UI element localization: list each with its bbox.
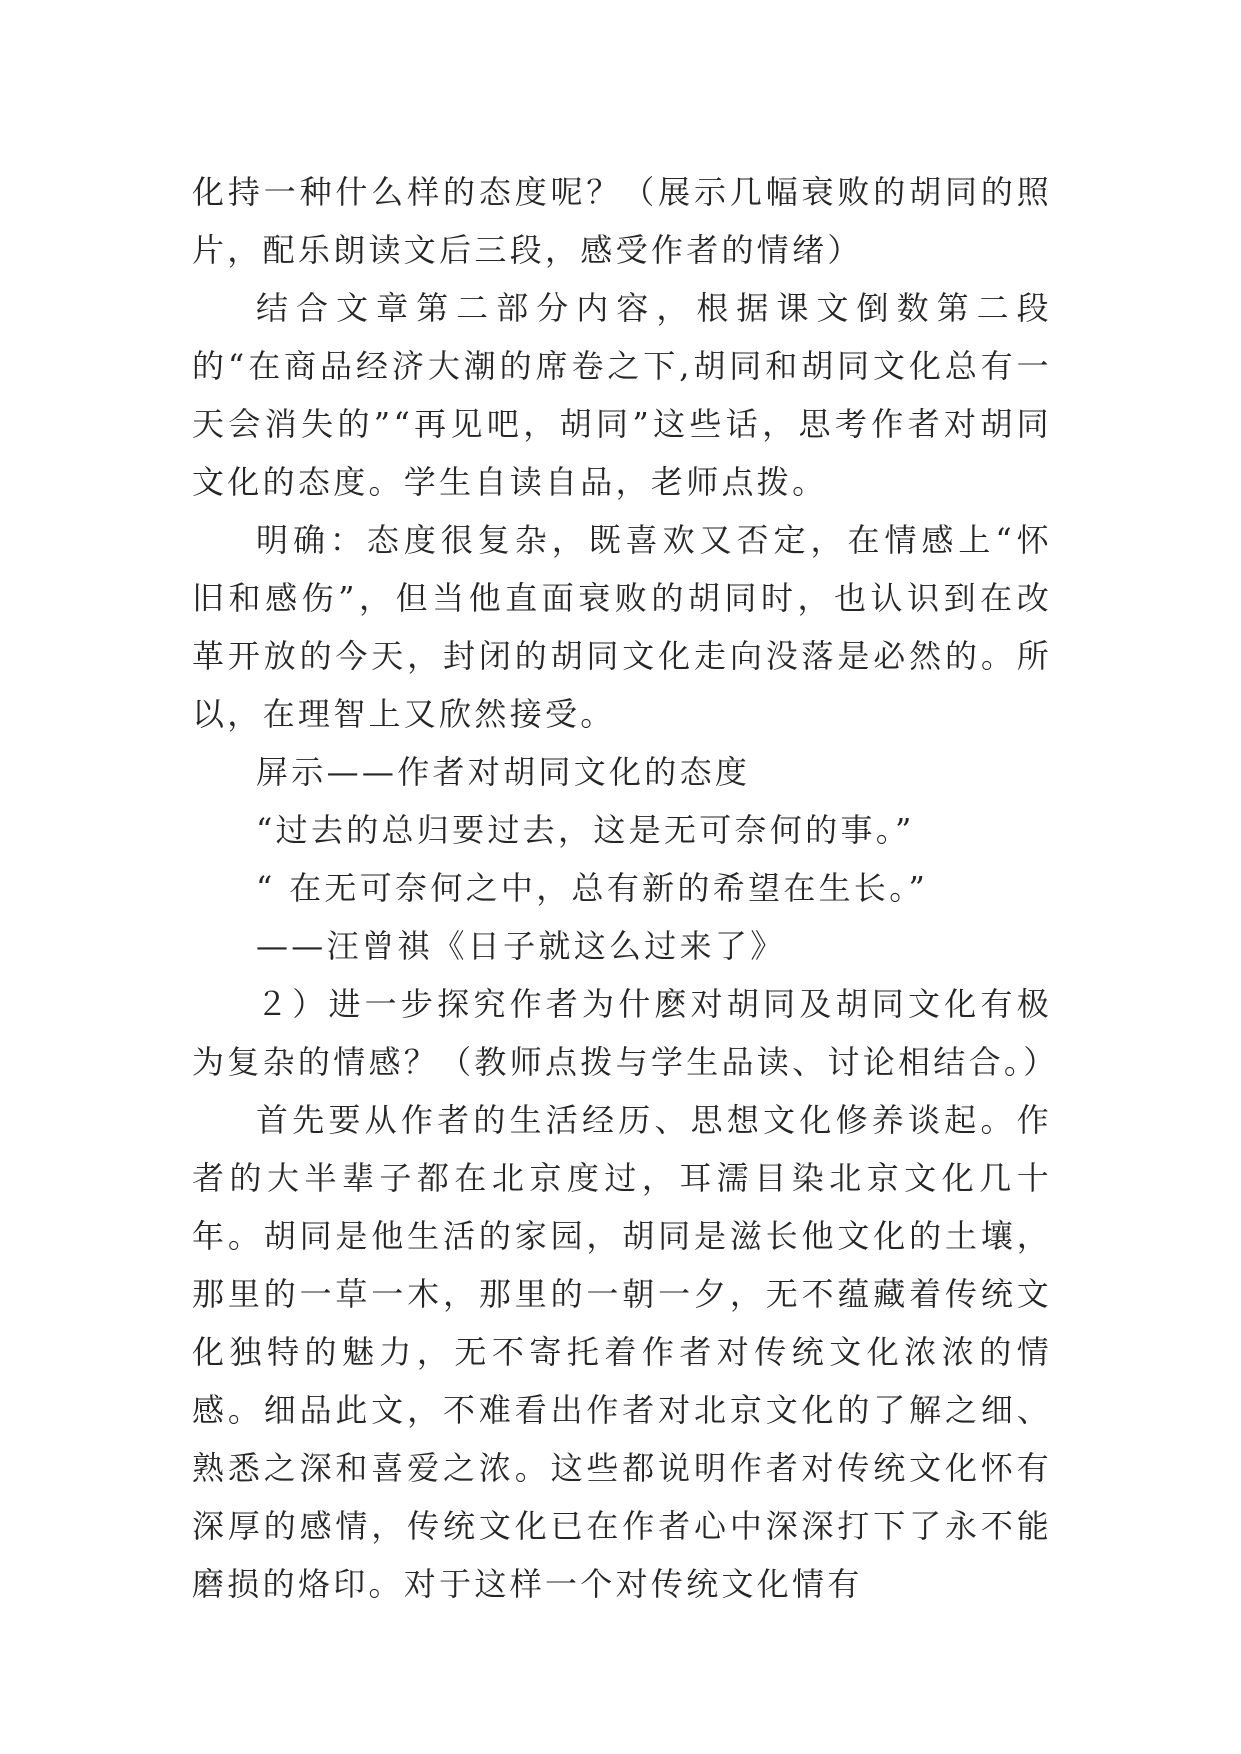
paragraph-clarification: 明确：态度很复杂，既喜欢又否定，在情感上“怀旧和感伤”，但当他直面衰败的胡同时，也认识到在改革开放的今天，封闭的胡同文化走向没落是必然的。所以，在理智上又欣然接受。 bbox=[192, 521, 1052, 733]
quote-attribution: ——汪曾祺《日子就这么过来了》 bbox=[256, 927, 786, 965]
paragraph-explanation: 首先要从作者的生活经历、思想文化修养谈起。作者的大半辈子都在北京度过，耳濡目染北京文化几十年。胡同是他生活的家园，胡同是滋长他文化的土壤，那里的一草一木，那里的一朝一夕，无不蕴藏着传统文化独特的魅力，无不寄托着作者对传统文化浓浓的情感。细品此文，不难看出作者对北京文化的了解之细、熟悉之深和喜爱之浓。这些都说明作者对传统文化怀有深厚的感情，传统文化已在作者心中深深打下了永不能磨损的烙印。对于这样一个对传统文化情有 bbox=[192, 1101, 1052, 1603]
paragraph-continuation: 化持一种什么样的态度呢？（展示几幅衰败的胡同的照片，配乐朗读文后三段，感受作者的情绪） bbox=[192, 173, 1052, 269]
paragraph-context-analysis: 结合文章第二部分内容，根据课文倒数第二段的“在商品经济大潮的席卷之下,胡同和胡同文化总有一天会消失的”“再见吧，胡同”这些话，思考作者对胡同文化的态度。学生自读自品，老师点拨。 bbox=[192, 289, 1052, 501]
body-text bbox=[192, 163, 1059, 1613]
slide-heading: 屏示——作者对胡同文化的态度 bbox=[256, 753, 751, 791]
quote-line-1: “过去的总归要过去，这是无可奈何的事。” bbox=[256, 811, 915, 849]
paragraph-question-2: ２）进一步探究作者为什麽对胡同及胡同文化有极为复杂的情感？（教师点拨与学生品读、讨论相结合。） bbox=[192, 985, 1059, 1081]
quote-line-2: “ 在无可奈何之中，总有新的希望在生长。” bbox=[256, 869, 929, 907]
